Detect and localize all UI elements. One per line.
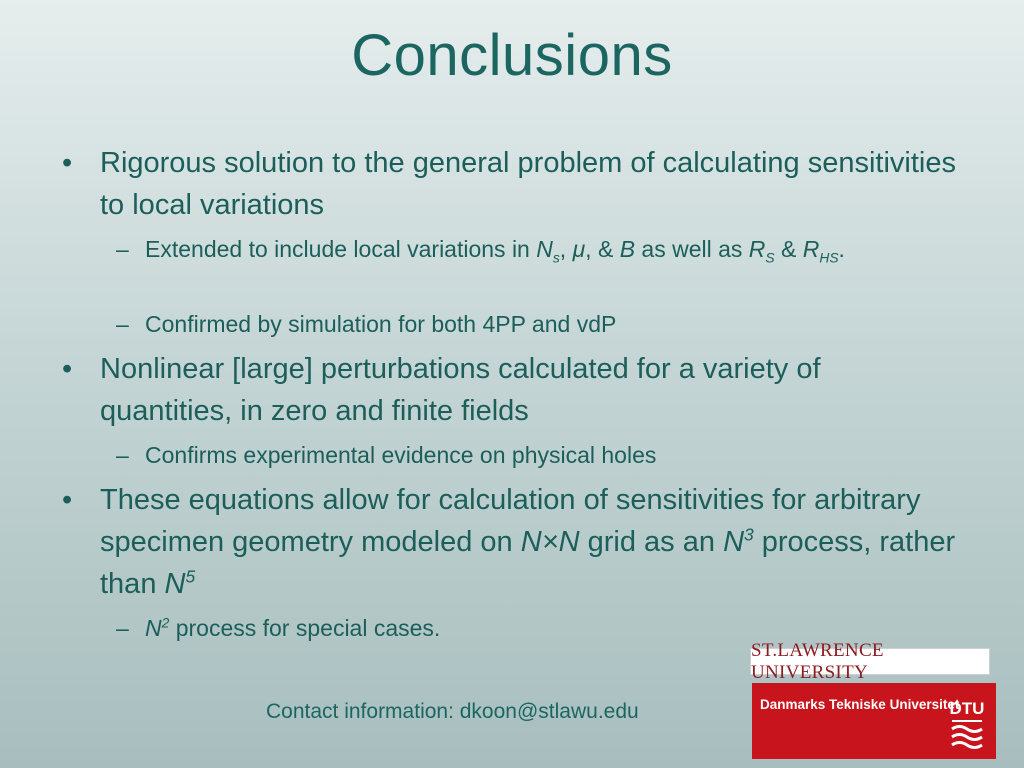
bullet-3-sub-1-text: $N^2$ process for special cases. xyxy=(145,615,441,641)
bullet-mark: • xyxy=(62,353,73,385)
bullet-1-sub-1-text: Extended to include local variations in $N_s$, μ, & B as well as $R_S$ & $R_{HS}$. xyxy=(145,236,845,266)
contact-information: Contact information: dkoon@stlawu.edu xyxy=(266,700,639,723)
dtu-logo-name: Danmarks Tekniske Universitet xyxy=(760,697,960,712)
bullet-3-text: These equations allow for calculation of sensitivities for arbitrary specimen geometry modeled on N×N grid as an $N^3$ process, rather than $N^5$ xyxy=(100,484,956,600)
bullet-mark: • xyxy=(62,484,73,516)
bullet-mark: • xyxy=(62,147,73,179)
dtu-mark-icon xyxy=(948,693,986,751)
bullet-1-text: Rigorous solution to the general problem of calculating sensitivities to local variations xyxy=(100,147,956,221)
slu-logo-text: ST.LAWRENCE UNIVERSITY xyxy=(751,639,884,683)
dtu-logo xyxy=(752,683,996,759)
slide-title: Conclusions xyxy=(351,23,673,88)
dash-mark: – xyxy=(116,442,129,468)
dash-mark: – xyxy=(116,236,129,262)
bullet-2-text: Nonlinear [large] perturbations calculated for a variety of quantities, in zero and finite fields xyxy=(100,353,821,427)
bullet-1-sub-2-text: Confirmed by simulation for both 4PP and vdP xyxy=(145,311,617,337)
dash-mark: – xyxy=(116,615,129,641)
bullet-2-sub-1-text: Confirms experimental evidence on physical holes xyxy=(145,442,657,468)
st-lawrence-university-logo xyxy=(750,639,990,683)
dtu-mark-text: DTU xyxy=(949,699,985,718)
dash-mark: – xyxy=(116,311,129,337)
